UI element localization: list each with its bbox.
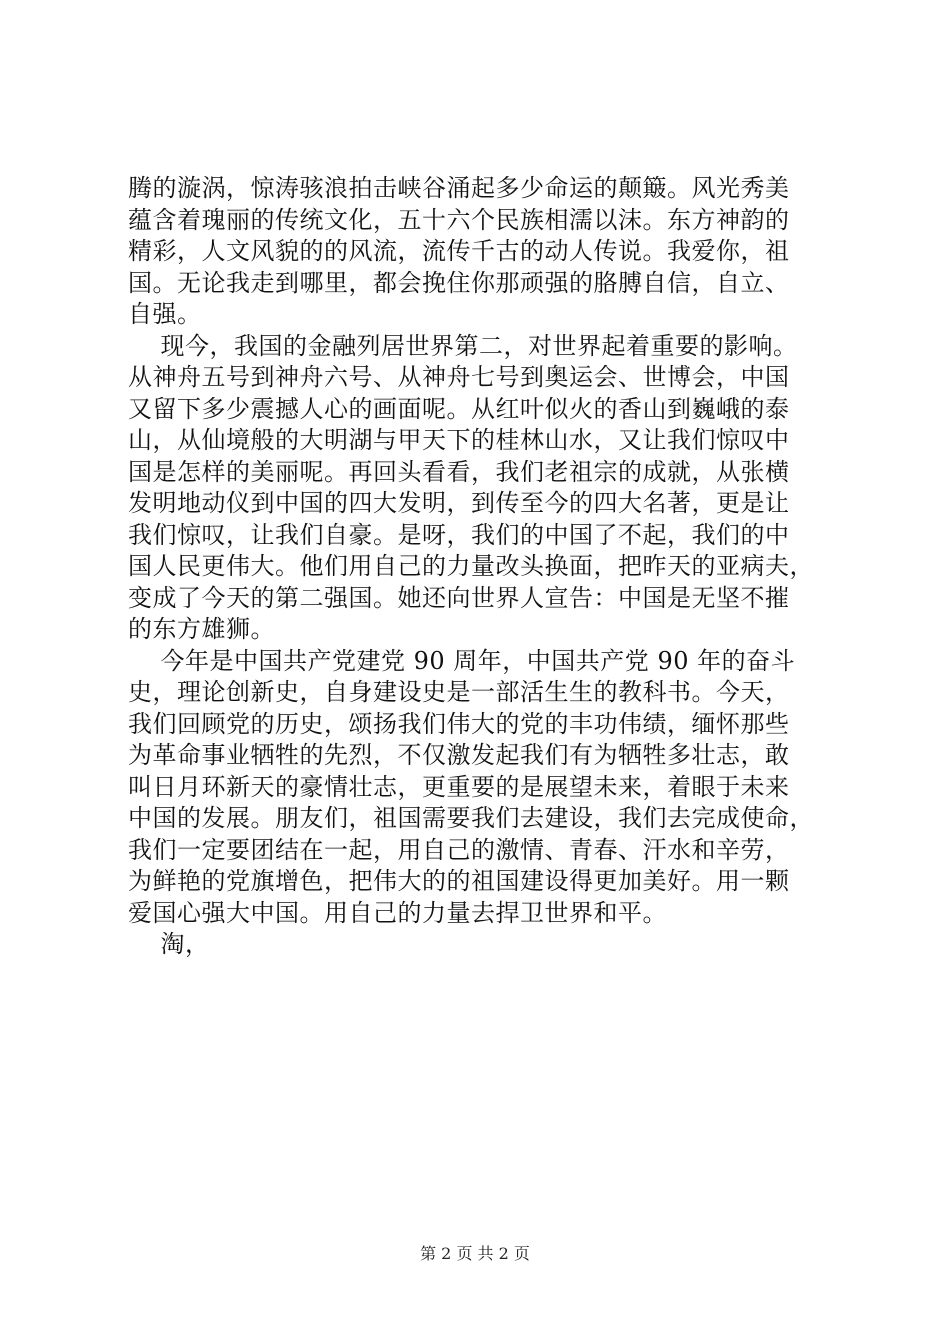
text-line: 叫日月环新天的豪情壮志，更重要的是展望未来，着眼于未来	[128, 772, 790, 801]
text-line: 爱国心强大中国。用自己的力量去捍卫世界和平。	[128, 898, 667, 927]
text-line: 现今，我国的金融列居世界第二，对世界起着重要的影响。	[128, 331, 798, 360]
text-line: 蕴含着瑰丽的传统文化，五十六个民族相濡以沫。东方神韵的	[128, 205, 790, 234]
text-line: 发明地动仪到中国的四大发明，到传至今的四大名著，更是让	[128, 489, 790, 517]
text-line: 为革命事业牺牲的先烈，不仅激发起我们有为牺牲多壮志，敢	[128, 741, 790, 769]
text-line: 我们一定要团结在一起，用自己的激情、青春、汗水和辛劳，	[128, 835, 790, 864]
text-line: 中国的发展。朋友们，祖国需要我们去建设，我们去完成使命，	[128, 804, 814, 832]
page-number-footer: 第 2 页 共 2 页	[420, 1244, 530, 1263]
text-line: 又留下多少震撼人心的画面呢。从红叶似火的香山到巍峨的泰	[128, 394, 790, 423]
text-line: 从神舟五号到神舟六号、从神舟七号到奥运会、世博会，中国	[128, 363, 790, 391]
text-line: 腾的漩涡，惊涛骇浪拍击峡谷涌起多少命运的颠簸。风光秀美	[128, 174, 790, 202]
text-line: 山，从仙境般的大明湖与甲天下的桂林山水，又让我们惊叹中	[128, 426, 790, 454]
text-line: 的东方雄狮。	[128, 615, 275, 643]
text-line: 淘，	[128, 930, 210, 958]
text-line: 国。无论我走到哪里，都会挽住你那顽强的胳膊自信，自立、	[128, 268, 790, 297]
text-line: 自强。	[128, 300, 202, 328]
text-line: 精彩，人文风貌的的风流，流传千古的动人传说。我爱你，祖	[128, 237, 790, 265]
text-line: 今年是中国共产党建党 90 周年，中国共产党 90 年的奋斗	[128, 646, 796, 675]
text-line: 国是怎样的美丽呢。再回头看看，我们老祖宗的成就，从张横	[128, 457, 790, 486]
text-line: 我们回顾党的历史，颂扬我们伟大的党的丰功伟绩，缅怀那些	[128, 709, 790, 738]
text-line: 为鲜艳的党旗增色，把伟大的的祖国建设得更加美好。用一颗	[128, 867, 790, 895]
text-line: 国人民更伟大。他们用自己的力量改头换面，把昨天的亚病夫，	[128, 552, 814, 580]
text-line: 史，理论创新史，自身建设史是一部活生生的教科书。今天，	[128, 678, 790, 706]
text-line: 我们惊叹，让我们自豪。是呀，我们的中国了不起，我们的中	[128, 520, 790, 549]
body-text	[128, 173, 848, 961]
text-line: 变成了今天的第二强国。她还向世界人宣告：中国是无坚不摧	[128, 583, 790, 612]
